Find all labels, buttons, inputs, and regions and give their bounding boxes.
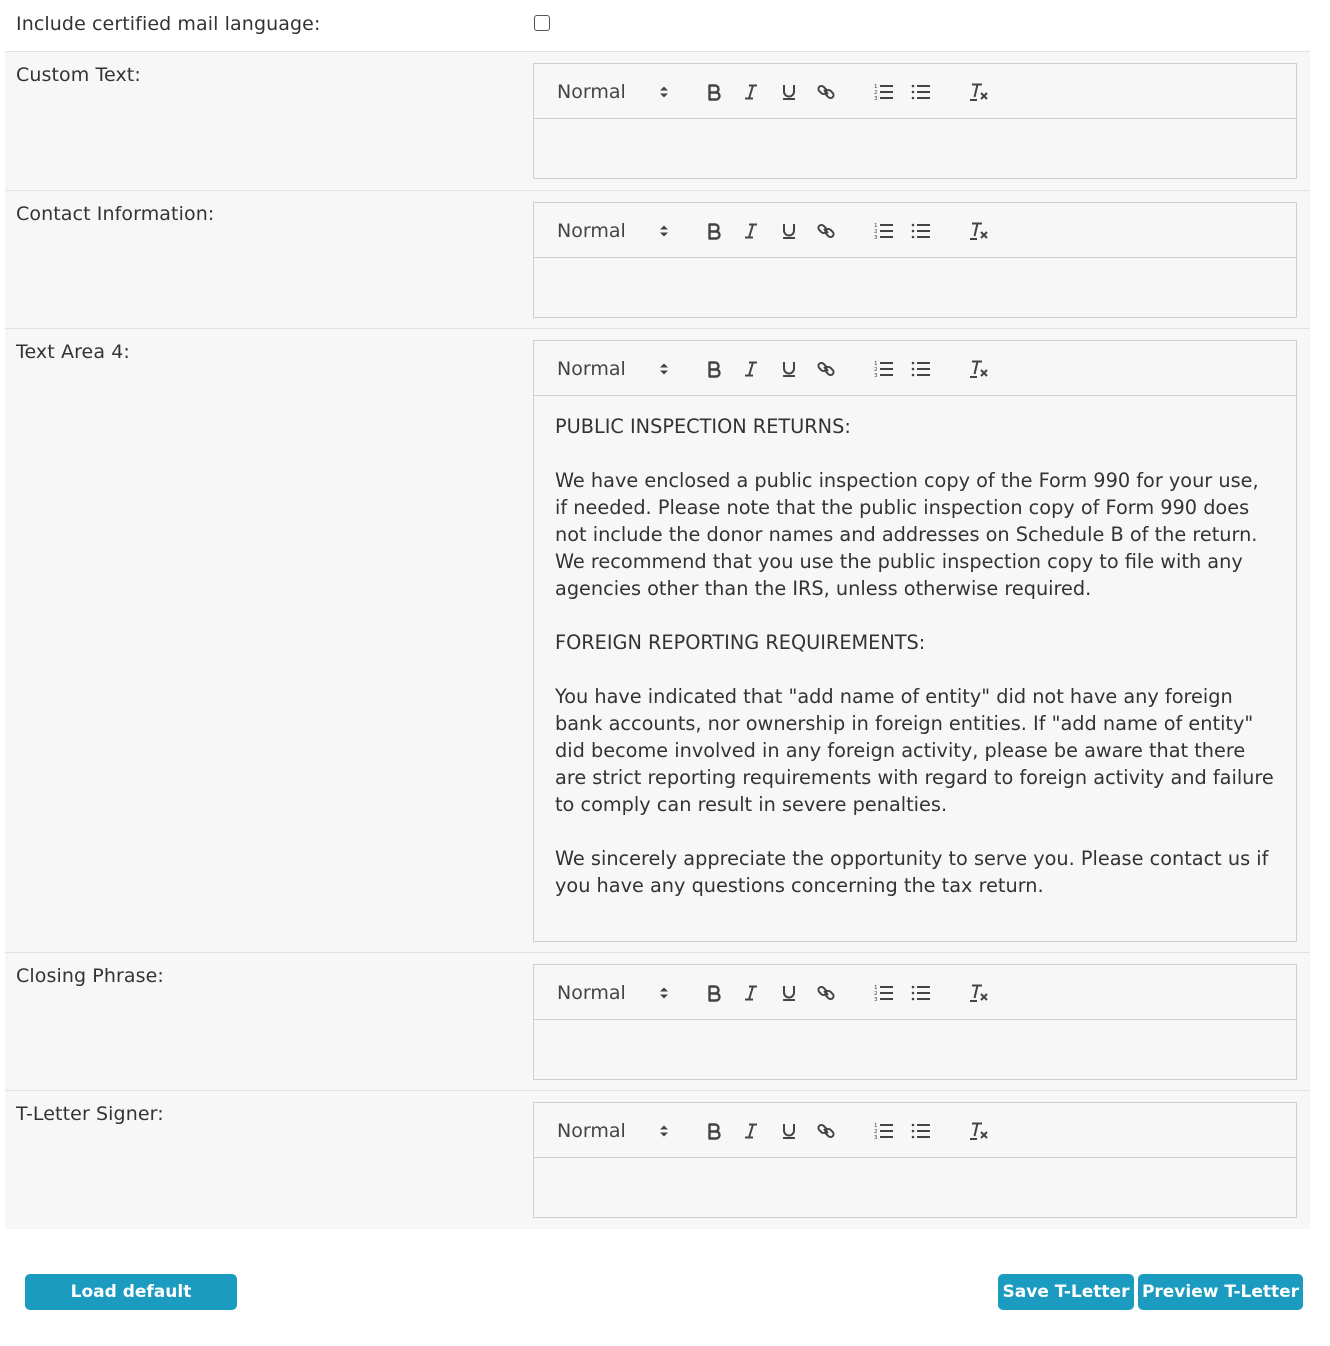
editor-toolbar (534, 341, 1296, 396)
bullet-list-button[interactable] (907, 355, 935, 383)
certified-mail-label: Include certified mail language: (16, 13, 321, 35)
save-t-letter-button[interactable]: Save T-Letter (998, 1274, 1134, 1310)
bullet-list-icon (911, 360, 931, 378)
format-select[interactable] (557, 355, 672, 383)
svg-text:3: 3 (874, 1135, 878, 1140)
link-button[interactable] (812, 979, 840, 1007)
bold-button[interactable] (700, 355, 728, 383)
clear-format-button[interactable] (965, 355, 993, 383)
text-area-4-label: Text Area 4: (16, 341, 130, 363)
format-select-value: Normal (557, 982, 626, 1004)
text-area-4-paragraph (555, 656, 1275, 683)
bold-icon (705, 360, 723, 378)
clear-format-button[interactable] (965, 217, 993, 245)
format-select[interactable] (557, 1117, 672, 1145)
custom-text-editor (533, 63, 1297, 179)
link-icon (816, 221, 836, 241)
t-letter-signer-row (5, 1091, 1310, 1229)
format-select-value: Normal (557, 358, 626, 380)
custom-text-input[interactable] (534, 119, 1296, 178)
bullet-list-icon (911, 83, 931, 101)
link-button[interactable] (812, 78, 840, 106)
underline-button[interactable] (775, 355, 803, 383)
italic-button[interactable] (737, 1117, 765, 1145)
svg-text:3: 3 (874, 235, 878, 240)
editor-toolbar (534, 1103, 1296, 1158)
svg-text:2: 2 (874, 991, 878, 997)
italic-icon (742, 222, 760, 240)
ordered-list-button[interactable] (870, 78, 898, 106)
svg-text:2: 2 (874, 90, 878, 96)
editor-toolbar (534, 203, 1296, 258)
bold-icon (705, 984, 723, 1002)
custom-text-label: Custom Text: (16, 64, 141, 86)
closing-phrase-label: Closing Phrase: (16, 965, 164, 987)
svg-text:1: 1 (874, 223, 878, 229)
select-arrows-icon (659, 85, 669, 99)
clear-format-icon (968, 359, 990, 379)
select-arrows-icon (659, 362, 669, 376)
select-arrows-icon (659, 224, 669, 238)
link-icon (816, 82, 836, 102)
bullet-list-icon (911, 984, 931, 1002)
clear-format-icon (968, 983, 990, 1003)
text-area-4-paragraph: FOREIGN REPORTING REQUIREMENTS: (555, 631, 926, 654)
link-button[interactable] (812, 1117, 840, 1145)
load-default-template-button[interactable]: Load default template (25, 1274, 237, 1310)
underline-button[interactable] (775, 1117, 803, 1145)
underline-icon (780, 222, 798, 240)
ordered-list-button[interactable] (870, 979, 898, 1007)
contact-information-label: Contact Information: (16, 203, 215, 225)
bullet-list-icon (911, 1122, 931, 1140)
bold-icon (705, 222, 723, 240)
svg-text:3: 3 (874, 373, 878, 378)
underline-icon (780, 360, 798, 378)
underline-icon (780, 1122, 798, 1140)
link-icon (816, 1121, 836, 1141)
italic-icon (742, 360, 760, 378)
text-area-4-paragraph: We sincerely appreciate the opportunity to serve you. Please contact us if you have any questions concerning the tax return. (555, 847, 1269, 897)
svg-text:1: 1 (874, 985, 878, 991)
italic-icon (742, 984, 760, 1002)
text-area-4-paragraph: PUBLIC INSPECTION RETURNS: (555, 415, 851, 438)
bullet-list-button[interactable] (907, 217, 935, 245)
italic-icon (742, 1122, 760, 1140)
ordered-list-button[interactable] (870, 355, 898, 383)
format-select[interactable] (557, 217, 672, 245)
format-select[interactable] (557, 979, 672, 1007)
bold-button[interactable] (700, 217, 728, 245)
t-letter-form (5, 0, 1310, 1229)
t-letter-signer-input[interactable] (534, 1158, 1296, 1217)
text-area-4-paragraph (555, 818, 1275, 845)
bullet-list-icon (911, 222, 931, 240)
select-arrows-icon (659, 1124, 669, 1138)
italic-button[interactable] (737, 979, 765, 1007)
bold-icon (705, 1122, 723, 1140)
link-icon (816, 983, 836, 1003)
underline-button[interactable] (775, 78, 803, 106)
format-select-value: Normal (557, 81, 626, 103)
format-select[interactable] (557, 78, 672, 106)
certified-mail-checkbox[interactable] (534, 15, 550, 31)
preview-t-letter-button[interactable]: Preview T-Letter (1138, 1274, 1303, 1310)
format-select-value: Normal (557, 220, 626, 242)
bold-button[interactable] (700, 1117, 728, 1145)
svg-text:1: 1 (874, 1123, 878, 1129)
text-area-4-editor (533, 340, 1297, 942)
t-letter-signer-label: T-Letter Signer: (16, 1103, 164, 1125)
clear-format-icon (968, 221, 990, 241)
text-area-4-paragraph: We have enclosed a public inspection copy of the Form 990 for your use, if needed. Please note that the public inspection copy of Form 990 does not include the donor names and addresses on Schedule B of the return. We recommend that you use the public inspection copy to file with any agencies other than the IRS, unless otherwise required. (555, 469, 1259, 600)
ordered-list-icon (874, 360, 894, 378)
bold-icon (705, 83, 723, 101)
bullet-list-button[interactable] (907, 979, 935, 1007)
svg-text:2: 2 (874, 1129, 878, 1135)
text-area-4-paragraph (555, 440, 1275, 467)
text-area-4-paragraph (555, 602, 1275, 629)
bullet-list-button[interactable] (907, 1117, 935, 1145)
select-arrows-icon (659, 986, 669, 1000)
editor-toolbar (534, 64, 1296, 119)
editor-toolbar (534, 965, 1296, 1020)
underline-icon (780, 984, 798, 1002)
text-area-4-paragraph: You have indicated that "add name of entity" did not have any foreign bank accounts, nor ownership in foreign entities. If "add name of entity" did become involved in any foreign activity, please be aware that there are strict reporting requirements with regard to foreign activity and failure to comply can result in severe penalties. (555, 685, 1274, 816)
svg-text:3: 3 (874, 96, 878, 101)
clear-format-button[interactable] (965, 979, 993, 1007)
svg-text:2: 2 (874, 229, 878, 235)
svg-text:2: 2 (874, 367, 878, 373)
link-button[interactable] (812, 217, 840, 245)
bold-button[interactable] (700, 979, 728, 1007)
t-letter-signer-editor (533, 1102, 1297, 1218)
clear-format-icon (968, 82, 990, 102)
clear-format-button[interactable] (965, 78, 993, 106)
ordered-list-icon (874, 83, 894, 101)
svg-text:1: 1 (874, 84, 878, 90)
format-select-value: Normal (557, 1120, 626, 1142)
text-area-4-input[interactable] (534, 396, 1296, 941)
link-button[interactable] (812, 355, 840, 383)
ordered-list-button[interactable] (870, 1117, 898, 1145)
closing-phrase-row (5, 953, 1310, 1091)
svg-text:1: 1 (874, 361, 878, 367)
italic-button[interactable] (737, 217, 765, 245)
contact-information-input[interactable] (534, 258, 1296, 317)
italic-button[interactable] (737, 78, 765, 106)
clear-format-icon (968, 1121, 990, 1141)
closing-phrase-editor (533, 964, 1297, 1080)
italic-button[interactable] (737, 355, 765, 383)
closing-phrase-input[interactable] (534, 1020, 1296, 1079)
ordered-list-icon (874, 984, 894, 1002)
ordered-list-button[interactable] (870, 217, 898, 245)
ordered-list-icon (874, 222, 894, 240)
clear-format-button[interactable] (965, 1117, 993, 1145)
bullet-list-button[interactable] (907, 78, 935, 106)
link-icon (816, 359, 836, 379)
underline-button[interactable] (775, 979, 803, 1007)
underline-icon (780, 83, 798, 101)
svg-text:3: 3 (874, 997, 878, 1002)
text-area-4-row (5, 329, 1310, 953)
bold-button[interactable] (700, 78, 728, 106)
custom-text-row (5, 52, 1310, 191)
underline-button[interactable] (775, 217, 803, 245)
certified-mail-row (5, 0, 1310, 52)
ordered-list-icon (874, 1122, 894, 1140)
contact-information-row (5, 191, 1310, 329)
italic-icon (742, 83, 760, 101)
contact-information-editor (533, 202, 1297, 318)
